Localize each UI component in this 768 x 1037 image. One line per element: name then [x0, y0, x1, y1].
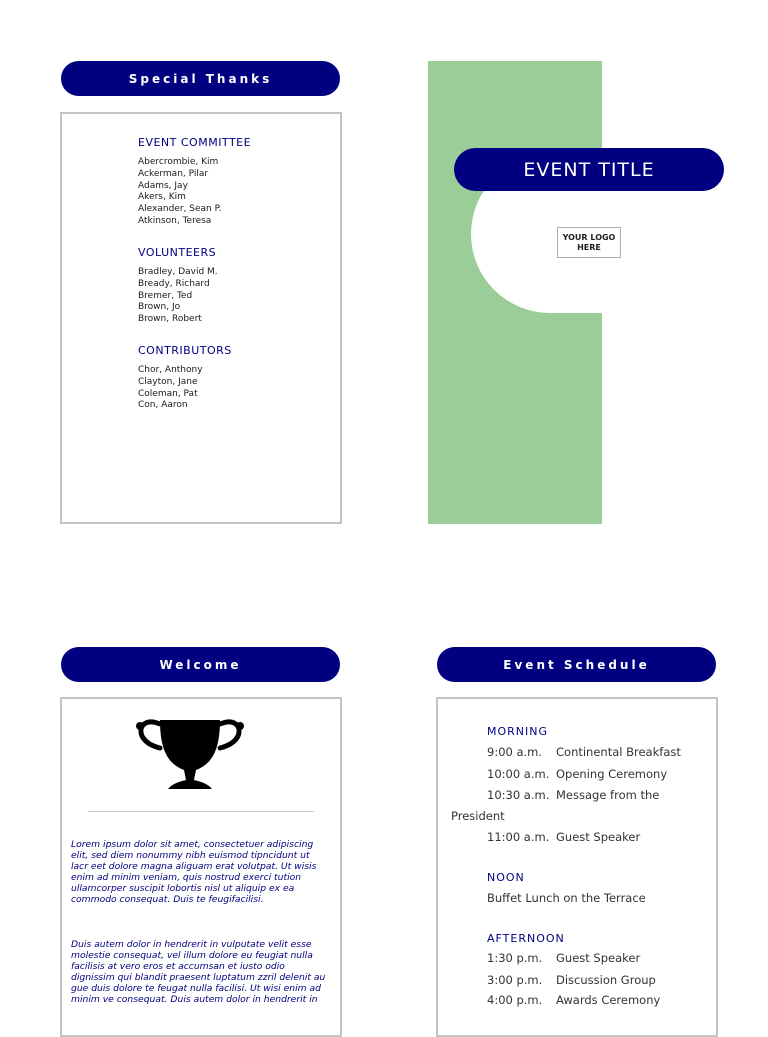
event-schedule-header	[437, 647, 716, 682]
welcome-divider	[88, 811, 314, 812]
special-thanks-header-label: Special Thanks	[128, 71, 273, 86]
trophy-icon	[136, 716, 244, 792]
event-committee-heading: EVENT COMMITTEE	[138, 136, 252, 149]
contributors-heading: CONTRIBUTORS	[138, 344, 232, 357]
schedule-time: 11:00 a.m.	[487, 830, 550, 844]
list-item: Bremer, Ted	[138, 290, 193, 301]
volunteers-heading: VOLUNTEERS	[138, 246, 217, 259]
logo-line-1: YOUR LOGO	[562, 232, 616, 242]
volunteers-list	[138, 267, 218, 326]
schedule-event: Continental Breakfast	[556, 745, 681, 759]
schedule-event: Discussion Group	[556, 973, 656, 987]
list-item: Adams, Jay	[138, 180, 188, 191]
list-item: Bradley, David M.	[138, 267, 218, 277]
list-item: Brown, Jo	[138, 302, 181, 313]
list-item: Bready, Richard	[138, 278, 210, 289]
schedule-event: Awards Ceremony	[556, 993, 661, 1007]
welcome-header	[61, 647, 340, 682]
schedule-event: Guest Speaker	[556, 830, 641, 844]
morning-heading: MORNING	[487, 725, 549, 738]
list-item: Brown, Robert	[138, 314, 202, 325]
welcome-paragraph-1: Lorem ipsum dolor sit amet, consectetuer adipiscing elit, sed diem nonummy nibh euismod tipncidunt ut lacr eet dolore magna aliguam erat volutpat. Ut wisis enim ad minim veniam, quis nostrud exerci tution ullamcorper suscipit lobortis nisl ut aliquip ex ea commodo consequat. Duis te feugifacilisi.	[71, 839, 317, 905]
contributors-list	[138, 365, 203, 412]
event-schedule-header-label: Event Schedule	[503, 657, 650, 672]
list-item: Con, Aaron	[138, 400, 188, 411]
schedule-time: 3:00 p.m.	[487, 973, 543, 987]
schedule-event: Message from the	[556, 788, 660, 802]
list-item: Ackerman, Pilar	[138, 168, 209, 179]
welcome-header-label: Welcome	[159, 657, 242, 672]
schedule-time: 1:30 p.m.	[487, 951, 543, 965]
schedule-time: 10:30 a.m.	[487, 788, 550, 802]
schedule-row-wrap: President	[451, 809, 505, 823]
list-item: Alexander, Sean P.	[138, 204, 222, 215]
list-item: Coleman, Pat	[138, 388, 198, 399]
event-title-banner	[454, 148, 724, 191]
logo-placeholder	[557, 227, 621, 258]
event-title: EVENT TITLE	[523, 158, 655, 181]
event-committee-list	[138, 157, 221, 228]
list-item: Atkinson, Teresa	[138, 215, 212, 226]
list-item: Clayton, Jane	[138, 376, 198, 387]
noon-text: Buffet Lunch on the Terrace	[487, 891, 646, 905]
schedule-time: 10:00 a.m.	[487, 767, 550, 781]
special-thanks-header	[61, 61, 340, 96]
logo-line-2: HERE	[577, 242, 601, 252]
schedule-time: 4:00 p.m.	[487, 993, 543, 1007]
list-item: Chor, Anthony	[138, 365, 203, 375]
afternoon-heading: AFTERNOON	[487, 932, 565, 945]
noon-heading: NOON	[487, 871, 525, 884]
welcome-paragraph-2: Duis autem dolor in hendrerit in vulputate velit esse molestie consequat, vel illum dolore eu feugiat nulla facilisis at vero eros et accumsan et iusto odio dignissim qui blandit praesent luptatum zzril delenit au gue duis dolore te feugat nulla facilisi. Ut wisi enim ad minim ve consequat. Duis autem dolor in hendrerit in	[71, 939, 326, 1005]
schedule-event: Opening Ceremony	[556, 767, 668, 781]
schedule-time: 9:00 a.m.	[487, 745, 543, 759]
list-item: Akers, Kim	[138, 192, 186, 203]
list-item: Abercrombie, Kim	[138, 157, 219, 167]
schedule-event: Guest Speaker	[556, 951, 641, 965]
